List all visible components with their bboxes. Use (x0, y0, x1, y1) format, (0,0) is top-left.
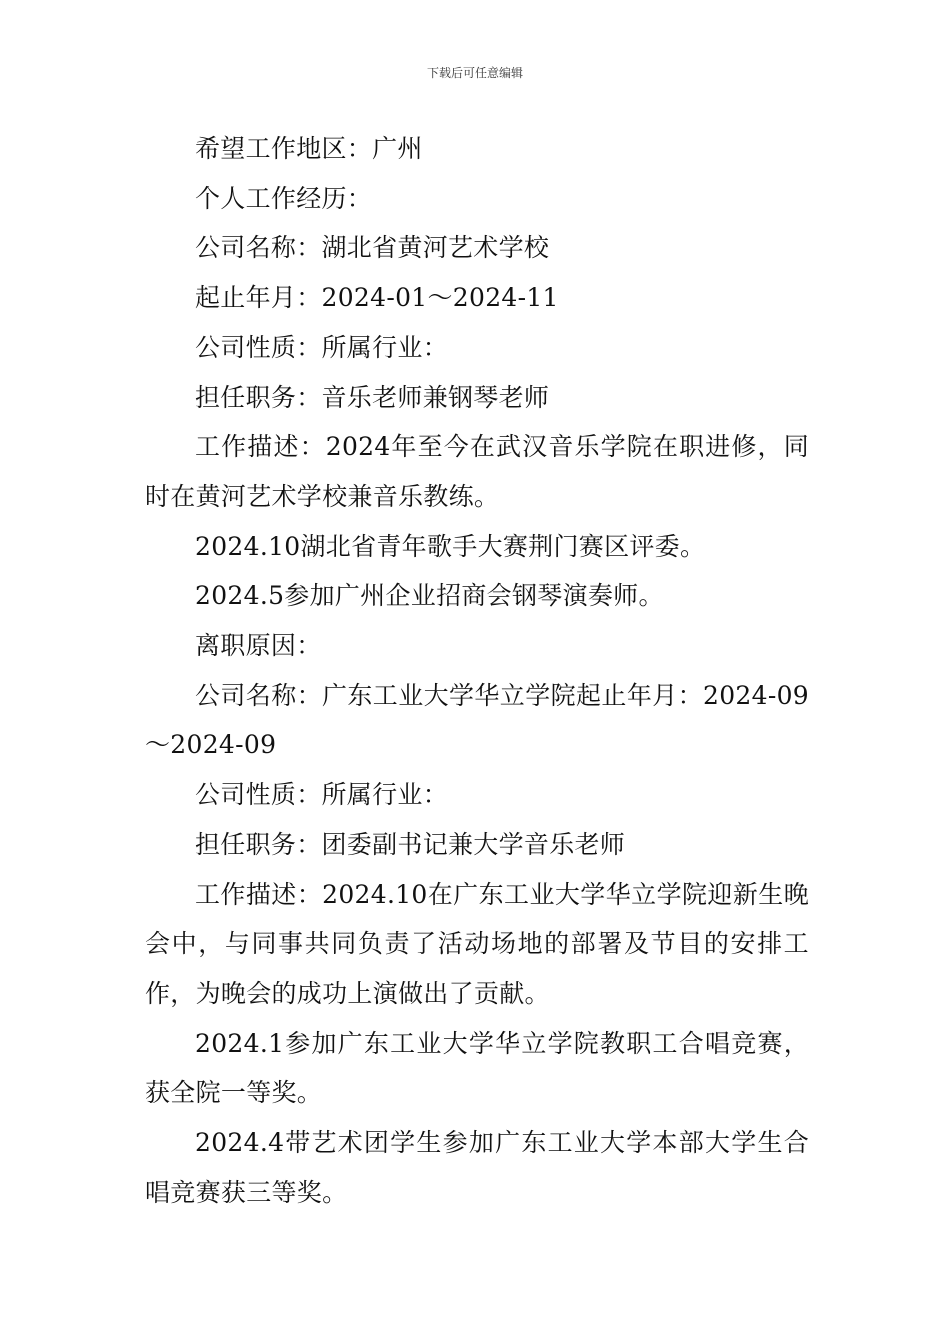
paragraph-company-type-2: 公司性质：所属行业： (195, 780, 449, 810)
paragraph-event-2: 2024.5参加广州企业招商会钢琴演奏师。 (195, 581, 664, 611)
paragraph-period-1: 起止年月：2024-01～2024-11 (195, 283, 559, 313)
paragraph-description-1: 工作描述：2024年至今在武汉音乐学院在职进修，同时在黄河艺术学校兼音乐教练。 (145, 432, 809, 511)
paragraph-company-name-1: 公司名称：湖北省黄河艺术学校 (195, 233, 550, 263)
paragraph-work-history-heading: 个人工作经历： (195, 183, 373, 213)
paragraph-desired-location: 希望工作地区：广州 (195, 134, 423, 163)
paragraph-company-type-1: 公司性质：所属行业： (195, 332, 449, 362)
paragraph-leave-reason: 离职原因： (195, 631, 322, 661)
paragraph-description-2: 工作描述：2024.10在广东工业大学华立学院迎新生晚会中，与同事共同负责了活动场地的部署及节目的安排工作，为晚会的成功上演做出了贡献。 (145, 879, 809, 1008)
document-body (145, 124, 809, 1217)
paragraph-event-3: 2024.1参加广东工业大学华立学院教职工合唱竞赛，获全院一等奖。 (145, 1028, 809, 1108)
paragraph-position-1: 担任职务：音乐老师兼钢琴老师 (195, 382, 550, 412)
paragraph-position-2: 担任职务：团委副书记兼大学音乐老师 (195, 829, 626, 859)
paragraph-company-name-2: 公司名称：广东工业大学华立学院起止年月：2024-09～2024-09 (145, 680, 809, 760)
paragraph-event-4: 2024.4带艺术团学生参加广东工业大学本部大学生合唱竞赛获三等奖。 (145, 1128, 809, 1207)
paragraph-event-1: 2024.10湖北省青年歌手大赛荆门赛区评委。 (195, 531, 706, 561)
page-header: 下载后可任意编辑 (426, 66, 523, 80)
